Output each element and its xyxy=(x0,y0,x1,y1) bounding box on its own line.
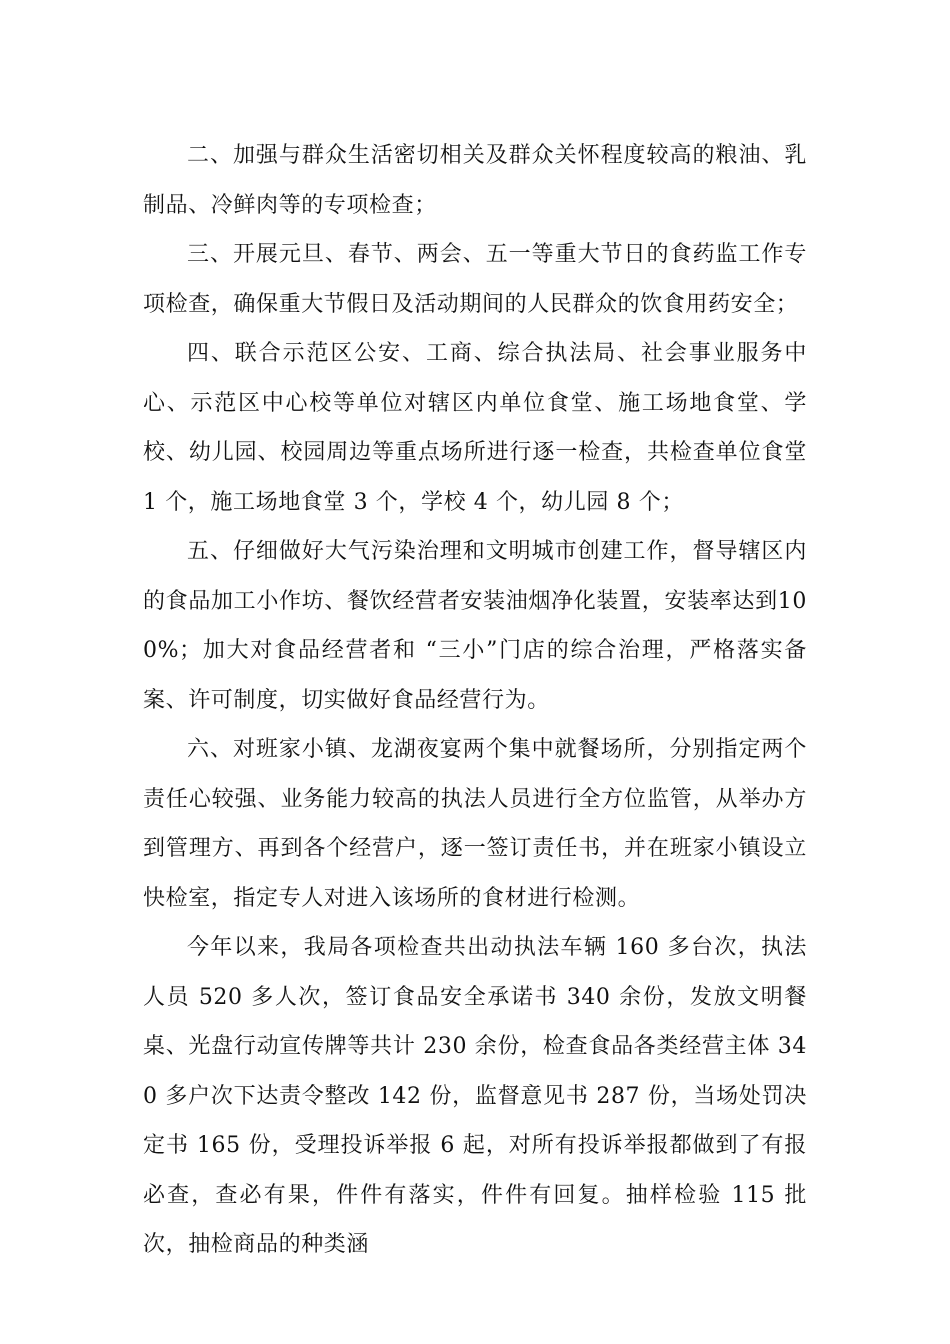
paragraph-item-6: 六、对班家小镇、龙湖夜宴两个集中就餐场所，分别指定两个责任心较强、业务能力较高的执法人员进行全方位监管，从举办方到管理方、再到各个经营户，逐一签订责任书，并在班家小镇设立快检室，指定专人对进入该场所的食材进行检测。 xyxy=(143,737,807,911)
paragraph-item-2: 二、加强与群众生活密切相关及群众关怀程度较高的粮油、乳制品、冷鲜肉等的专项检查； xyxy=(143,143,807,218)
document-body xyxy=(143,131,807,1270)
paragraph-summary: 今年以来，我局各项检查共出动执法车辆 160 多台次，执法人员 520 多人次，签订食品安全承诺书 340 余份，发放文明餐桌、光盘行动宣传牌等共计 230 余份，检查食品各类经营主体 340 多户次下达责令整改 142 份，监督意见书 287 份，当场处罚决定书 165 份，受理投诉举报 6 起，对所有投诉举报都做到了有报必查，查必有果，件件有落实，件件有回复。抽样检验 115 批次，抽检商品的种类涵 xyxy=(143,935,807,1257)
paragraph-item-4: 四、联合示范区公安、工商、综合执法局、社会事业服务中心、示范区中心校等单位对辖区内单位食堂、施工场地食堂、学校、幼儿园、校园周边等重点场所进行逐一检查，共检查单位食堂 1 个，施工场地食堂 3 个，学校 4 个，幼儿园 8 个； xyxy=(143,341,807,515)
paragraph-item-3: 三、开展元旦、春节、两会、五一等重大节日的食药监工作专项检查，确保重大节假日及活动期间的人民群众的饮食用药安全； xyxy=(143,242,807,317)
paragraph-item-5: 五、仔细做好大气污染治理和文明城市创建工作，督导辖区内的食品加工小作坊、餐饮经营者安装油烟净化装置，安装率达到100%；加大对食品经营者和 “三小”门店的综合治理，严格落实备案、许可制度，切实做好食品经营行为。 xyxy=(143,539,807,713)
